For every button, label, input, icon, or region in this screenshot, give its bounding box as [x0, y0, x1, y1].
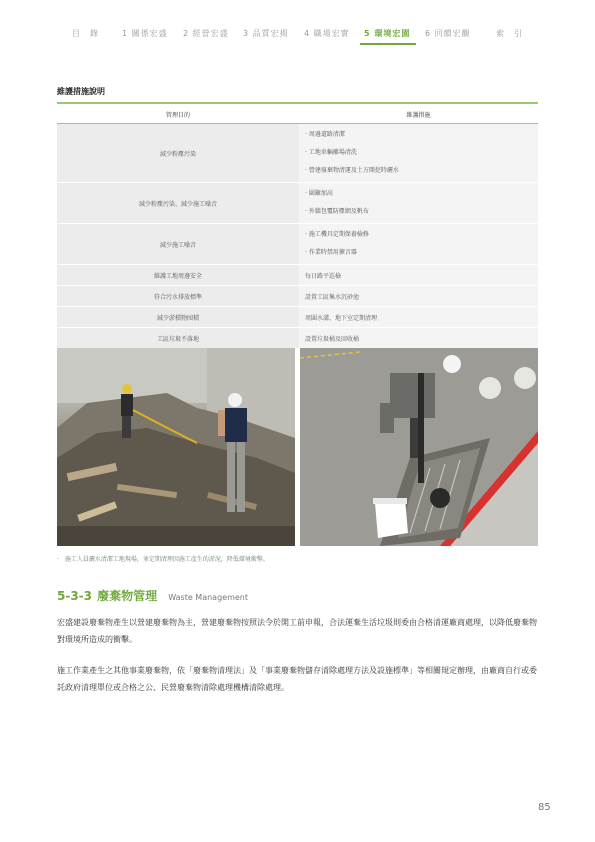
purpose-cell: 維護工地周邊安全	[57, 265, 299, 286]
nav-item-chapter-6[interactable]: 6 回饋宏觀	[425, 29, 471, 38]
measure-item: · 作業時禁用擴音器	[305, 249, 357, 256]
purpose-cell: 減少淤積物囤積	[57, 307, 299, 328]
measure-item: · 圍籬加高	[305, 190, 333, 197]
photo-caption: · 施工人員灑水清潔工地現場，並定期清理因施工產生的淤泥，降低環境衝擊。	[57, 556, 269, 563]
measure-item: · 外牆包覆防塵網及帆布	[305, 208, 369, 215]
purpose-cell: 減少粉塵污染	[57, 124, 299, 183]
measures-cell	[299, 183, 538, 224]
body-paragraph: 施工作業產生之其他事業廢棄物，依「廢棄物清理法」及「事業廢棄物儲存清除處理方法及設施標準」等相關規定辦理，由廠商自行或委託政府清理單位或合格之公、民營廢棄物清除處理機構清除處理。	[57, 666, 537, 692]
section-heading	[57, 585, 248, 604]
drain-cleaning-illustration	[300, 348, 538, 546]
maintenance-table	[57, 105, 538, 349]
measures-cell: 周圍水溝、地下室定期清理	[299, 307, 538, 328]
nav-item-chapter-5[interactable]: 5 環境宏園	[364, 29, 411, 38]
measures-cell: 每日路平巡檢	[299, 265, 538, 286]
nav-item-index[interactable]: 索 引	[496, 29, 523, 38]
table-row	[57, 286, 538, 307]
table-row	[57, 224, 538, 265]
table-row	[57, 183, 538, 224]
section-heading-english: Waste Management	[168, 593, 248, 602]
measures-cell: 設置工區集水沉砂池	[299, 286, 538, 307]
drain-cleaning-photo	[300, 348, 538, 546]
table-row	[57, 265, 538, 286]
table-header-row	[57, 105, 538, 124]
purpose-cell: 減少粉塵污染、減少施工噪音	[57, 183, 299, 224]
page-number: 85	[538, 802, 551, 813]
table-row	[57, 307, 538, 328]
chapter-nav	[0, 28, 595, 44]
construction-site-photo	[57, 348, 295, 546]
construction-site-illustration	[57, 348, 295, 546]
measures-cell: 設置垃圾桶及回收桶	[299, 328, 538, 349]
purpose-cell: 符合污水排放標準	[57, 286, 299, 307]
table-row	[57, 328, 538, 349]
section-title: 維護措施說明	[57, 87, 105, 96]
measure-item: · 周邊道路清潔	[305, 131, 345, 138]
purpose-cell: 減少施工噪音	[57, 224, 299, 265]
nav-item-contents[interactable]: 目 錄	[72, 29, 99, 38]
measure-item: · 工地車輛離場清洗	[305, 149, 357, 156]
measure-item: · 施工機具定期保養檢修	[305, 231, 369, 238]
section-heading-title: 廢棄物管理	[97, 589, 158, 603]
measures-cell	[299, 124, 538, 183]
nav-item-chapter-1[interactable]: 1 關係宏盛	[122, 29, 168, 38]
purpose-cell: 工區垃圾不落地	[57, 328, 299, 349]
table-top-rule	[57, 102, 538, 104]
nav-item-chapter-3[interactable]: 3 品質宏揚	[243, 29, 289, 38]
header-purpose: 管理目的	[57, 105, 299, 124]
table-row	[57, 124, 538, 183]
nav-item-chapter-4[interactable]: 4 職場宏實	[304, 29, 350, 38]
active-chapter-indicator	[360, 43, 416, 45]
measure-item: · 營建廢棄物清運及土方開挖時灑水	[305, 167, 399, 174]
header-measures: 維護措施	[299, 105, 538, 124]
body-paragraph: 宏盛建設廢棄物產生以營建廢棄物為主，營建廢棄物按照法令於開工前申報，合法運棄生活垃圾則委由合格清運廠商處理，以降低廢棄物對環境所造成的衝擊。	[57, 618, 537, 644]
section-number: 5-3-3	[57, 589, 93, 603]
nav-item-chapter-2[interactable]: 2 經營宏盛	[183, 29, 229, 38]
measures-cell	[299, 224, 538, 265]
